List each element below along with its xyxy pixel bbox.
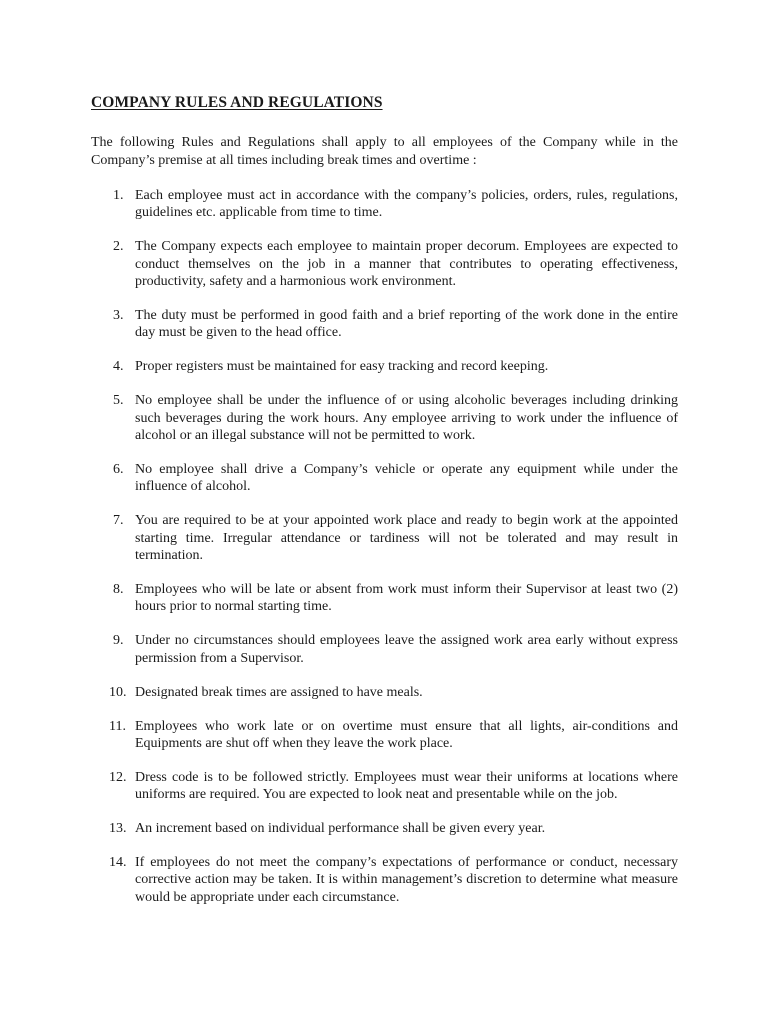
rule-number: 4. <box>113 359 124 375</box>
rule-text: Under no circumstances should employees leave the assigned work area early without express permission from a Supervisor. <box>135 633 678 666</box>
rule-text: Employees who work late or on overtime must ensure that all lights, air-conditions and Equipments are shut off when they leave the work place. <box>135 718 678 751</box>
rule-text: Proper registers must be maintained for easy tracking and record keeping. <box>135 359 549 375</box>
rule-number: 1. <box>113 188 124 203</box>
rules-list <box>91 187 678 906</box>
rule-item-10 <box>91 684 678 701</box>
rule-item-9 <box>91 632 678 667</box>
rule-item-12 <box>91 769 678 804</box>
rule-number: 8. <box>113 582 124 597</box>
rule-number: 6. <box>113 461 124 477</box>
rule-text: Designated break times are assigned to have meals. <box>135 684 423 700</box>
rule-text: The Company expects each employee to maintain proper decorum. Employees are expected to conduct themselves on the job in a manner that contributes to operating effectiveness, productivity, safety and a harmonious work environment. <box>135 239 678 290</box>
rule-number: 5. <box>113 393 124 409</box>
rule-item-4 <box>91 358 678 375</box>
rule-item-5 <box>91 392 678 444</box>
rule-item-13 <box>91 820 678 837</box>
rule-number: 7. <box>113 513 124 529</box>
document-title: COMPANY RULES AND REGULATIONS <box>91 94 383 111</box>
rule-number: 13. <box>109 821 127 837</box>
rule-item-3 <box>91 307 678 342</box>
rule-number: 14. <box>109 855 127 871</box>
intro-paragraph: The following Rules and Regulations shall apply to all employees of the Company while in the Company’s premise at all times including break times and overtime : <box>91 135 678 168</box>
rule-text: An increment based on individual performance shall be given every year. <box>135 821 546 837</box>
rule-text: No employee shall drive a Company’s vehicle or operate any equipment while under the influence of alcohol. <box>135 461 678 495</box>
rule-item-2 <box>91 238 678 290</box>
rule-item-11 <box>91 718 678 753</box>
rule-number: 10. <box>109 684 127 700</box>
rule-number: 12. <box>109 769 127 785</box>
rule-item-1 <box>91 187 678 222</box>
rule-text: Dress code is to be followed strictly. Employees must wear their uniforms at locations where uniforms are required. You are expected to look neat and presentable while on the job. <box>135 769 678 803</box>
rule-item-8 <box>91 581 678 616</box>
rule-item-14 <box>91 854 678 906</box>
rule-text: No employee shall be under the influence of or using alcoholic beverages including drinking such beverages during the work hours. Any employee arriving to work under the influence of alcohol or an illegal substance will not be permitted to work. <box>135 393 678 444</box>
rule-number: 9. <box>113 633 124 649</box>
rule-number: 11. <box>109 718 126 734</box>
rule-item-6 <box>91 461 678 496</box>
rule-text: Each employee must act in accordance with the company’s policies, orders, rules, regulations, guidelines etc. applicable from time to time. <box>135 188 678 221</box>
rule-text: Employees who will be late or absent from work must inform their Supervisor at least two (2) hours prior to normal starting time. <box>135 582 678 615</box>
rule-text: The duty must be performed in good faith and a brief reporting of the work done in the entire day must be given to the head office. <box>135 308 678 341</box>
rule-text: You are required to be at your appointed work place and ready to begin work at the appointed starting time. Irregular attendance or tardiness will not be tolerated and may result in termination. <box>135 513 678 564</box>
rule-item-7 <box>91 512 678 564</box>
rule-text: If employees do not meet the company’s expectations of performance or conduct, necessary corrective action may be taken. It is within management’s discretion to determine what measure would be appropriate under each circumstance. <box>135 855 678 905</box>
rule-number: 3. <box>113 308 124 324</box>
rule-number: 2. <box>113 239 124 255</box>
